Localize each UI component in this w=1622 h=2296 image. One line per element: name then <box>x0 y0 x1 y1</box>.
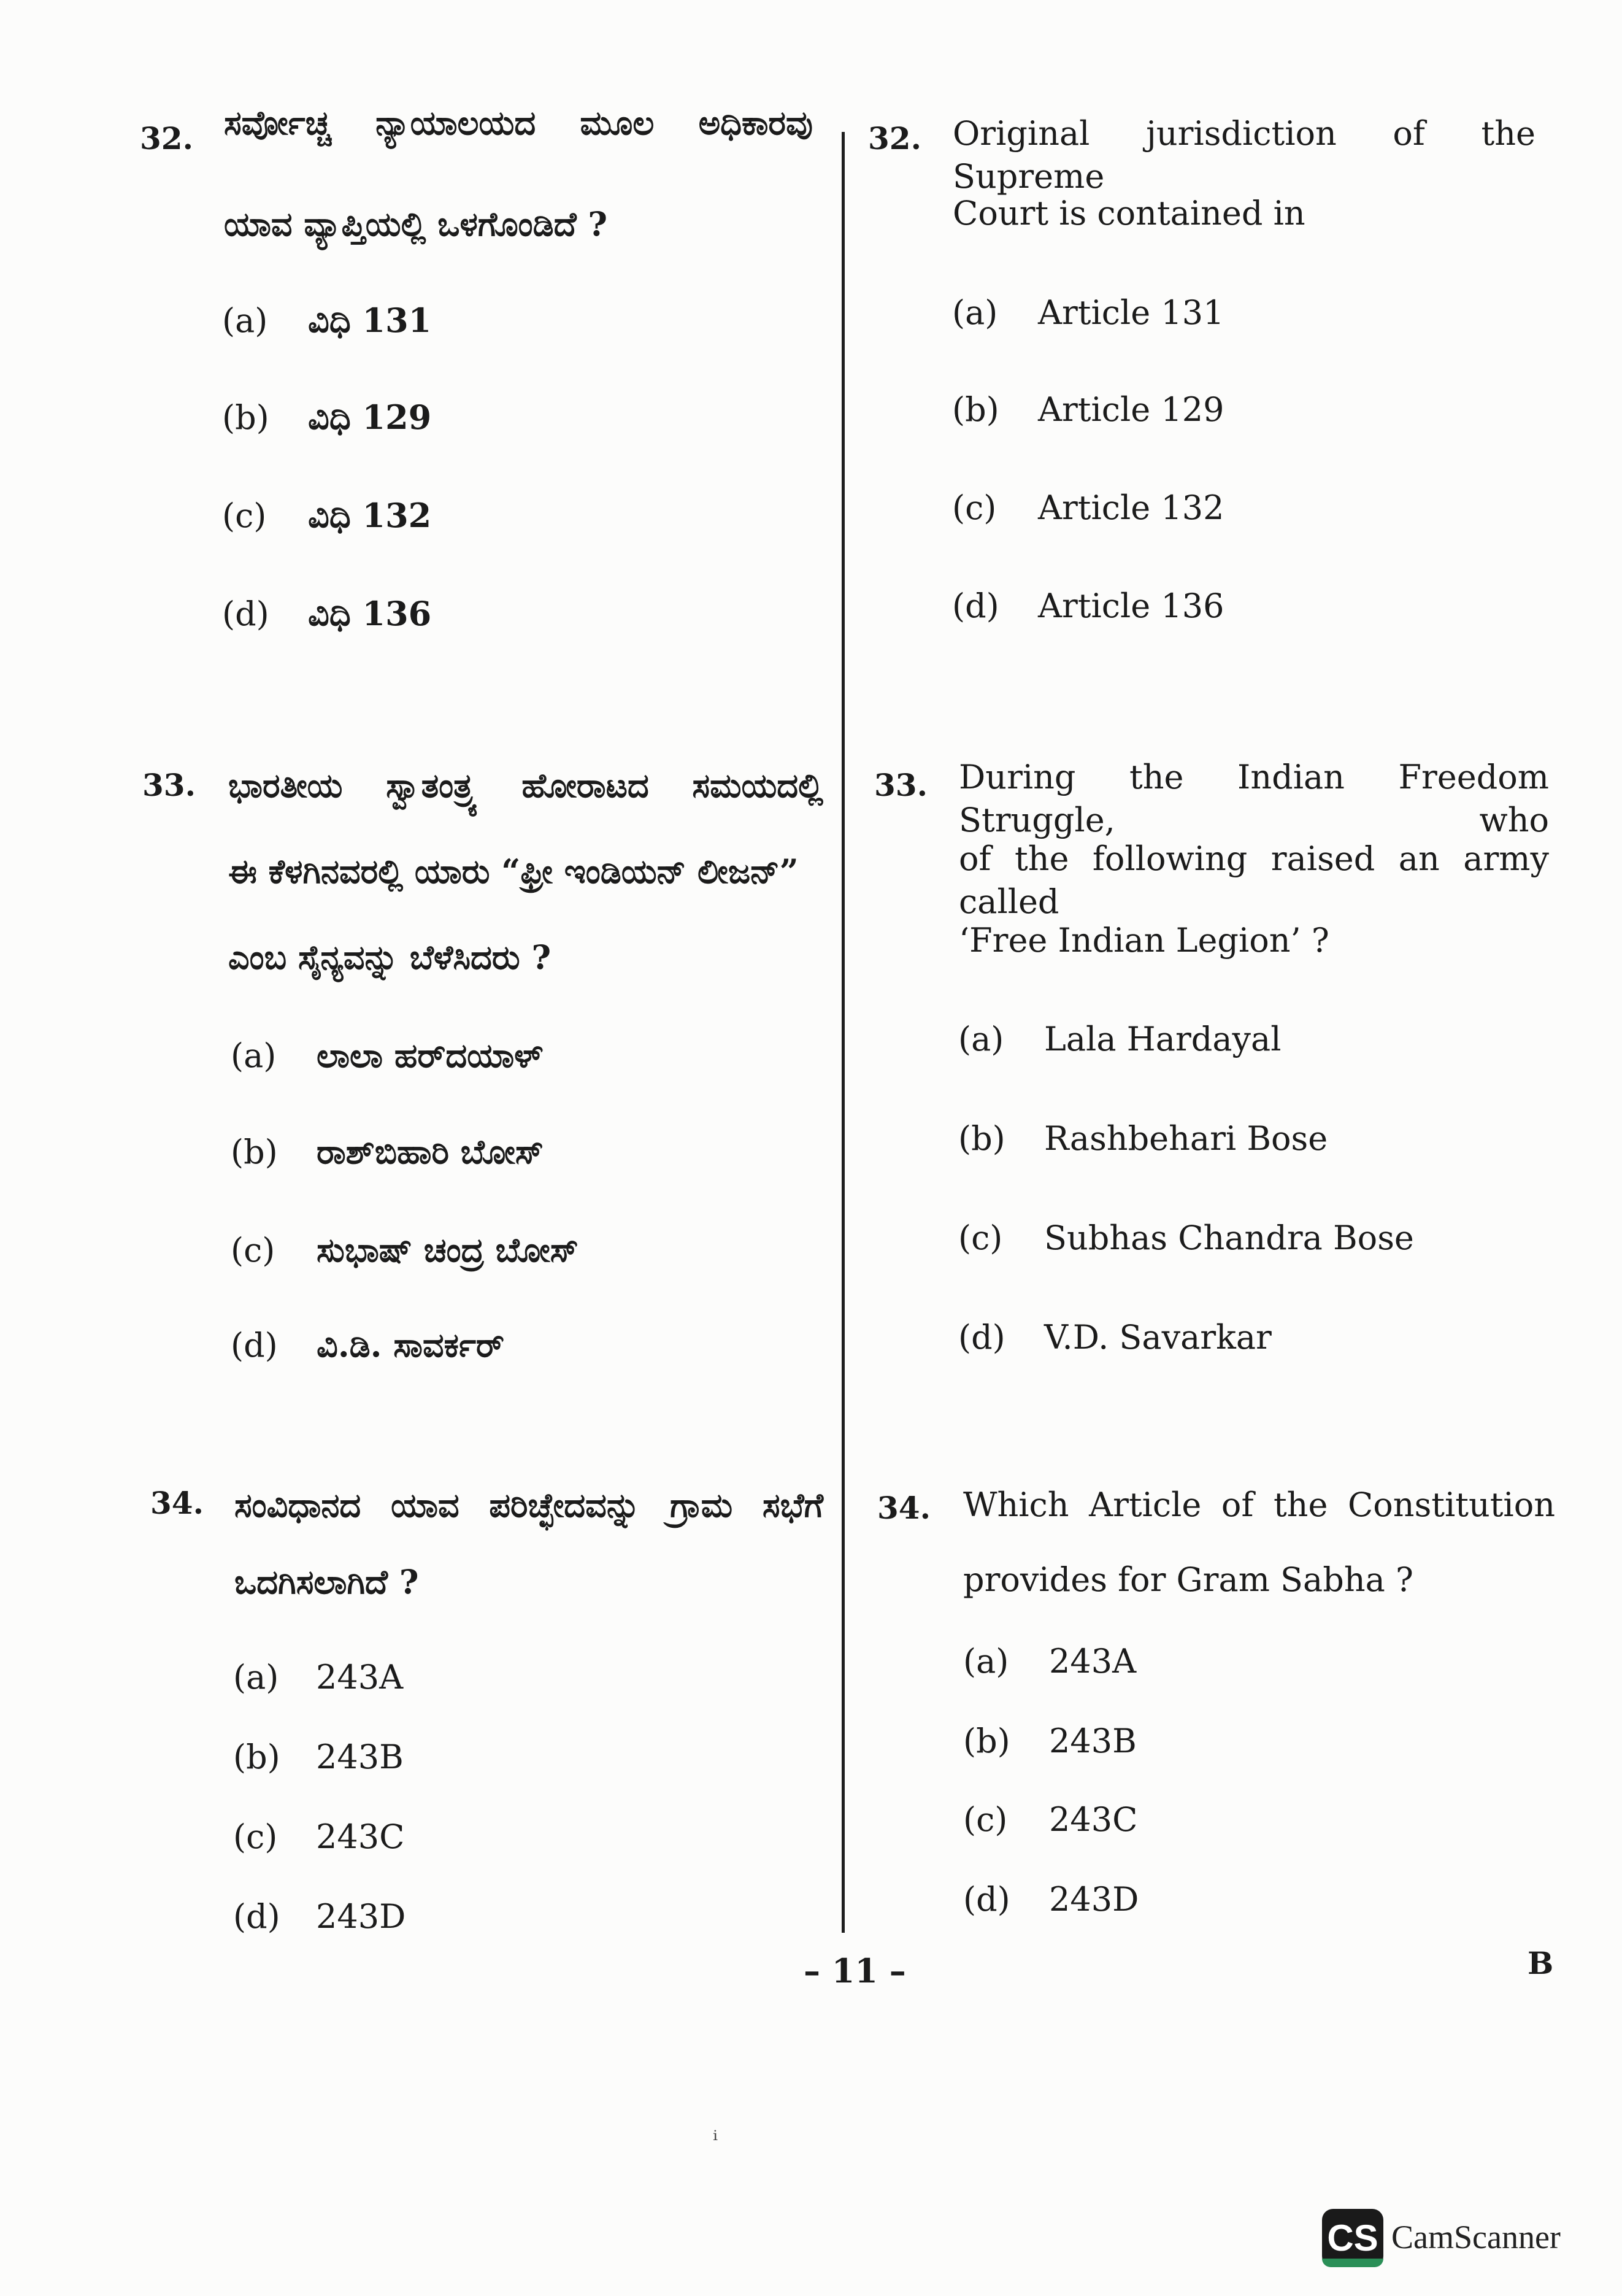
option-c <box>958 1219 1414 1257</box>
question-stem-line: ಯಾವ ವ್ಯಾಪ್ತಿಯಲ್ಲಿ ಒಳಗೊಂಡಿದೆ ? <box>224 204 608 244</box>
option-a <box>222 301 431 341</box>
option-c <box>233 1817 404 1856</box>
option-d <box>958 1318 1272 1357</box>
option-text: Article 129 <box>1038 390 1224 429</box>
question-stem-line: ಸರ್ವೋಚ್ಚ ನ್ಯಾಯಾಲಯದ ಮೂಲ ಅಧಿಕಾರವು <box>224 103 813 142</box>
option-text: V.D. Savarkar <box>1044 1318 1272 1357</box>
option-label: (a) <box>233 1658 279 1697</box>
option-label: (c) <box>958 1219 1003 1257</box>
option-text: 243C <box>316 1817 405 1856</box>
option-b <box>963 1722 1137 1760</box>
option-label: (b) <box>233 1738 280 1776</box>
question-stem-line: of the following raised an army called <box>959 839 1549 921</box>
option-text: ವಿಧಿ 129 <box>308 398 432 437</box>
option-b <box>222 398 431 437</box>
set-code: B <box>1528 1945 1554 1981</box>
option-text: ರಾಶ್‌ಬಿಹಾರಿ ಬೋಸ್ <box>317 1132 544 1171</box>
question-stem-line: Which Article of the Constitution <box>963 1485 1555 1524</box>
option-text: 243A <box>1049 1642 1137 1681</box>
option-label: (d) <box>963 1880 1010 1919</box>
option-text: ವಿಧಿ 132 <box>308 496 432 535</box>
option-label: (a) <box>963 1642 1009 1681</box>
logo-bar <box>1322 2259 1383 2267</box>
option-c <box>963 1800 1137 1839</box>
option-label: (b) <box>958 1119 1005 1158</box>
option-label: (c) <box>233 1817 278 1856</box>
option-label: (c) <box>222 496 267 535</box>
option-label: (d) <box>231 1326 278 1365</box>
option-d <box>952 587 1224 625</box>
option-text: 243D <box>1049 1880 1139 1919</box>
question-stem-line: ಭಾರತೀಯ ಸ್ವಾತಂತ್ರ್ಯ ಹೋರಾಟದ ಸಮಯದಲ್ಲಿ <box>228 766 823 805</box>
option-text: ವಿಧಿ 131 <box>308 301 432 340</box>
question-stem-line: ಈ ಕೆಳಗಿನವರಲ್ಲಿ ಯಾರು “ಫ್ರೀ ಇಂಡಿಯನ್ ಲೀಜನ್” <box>228 852 799 891</box>
option-b <box>952 390 1224 429</box>
question-number: 34. <box>150 1485 204 1521</box>
option-text: Lala Hardayal <box>1044 1020 1282 1058</box>
option-label: (a) <box>231 1036 277 1075</box>
option-label: (a) <box>952 293 998 332</box>
option-label: (a) <box>958 1020 1004 1058</box>
option-d <box>233 1897 406 1936</box>
option-label: (c) <box>952 488 997 527</box>
option-label: (b) <box>963 1722 1010 1760</box>
option-text: 243C <box>1049 1800 1138 1839</box>
question-number: 34. <box>877 1490 931 1526</box>
option-text: 243D <box>316 1897 406 1936</box>
option-a <box>233 1658 403 1697</box>
option-label: (d) <box>952 587 999 625</box>
option-a <box>958 1020 1282 1058</box>
question-stem-line: During the Indian Freedom Struggle, who <box>959 758 1549 839</box>
option-text: 243B <box>1049 1722 1137 1760</box>
option-c <box>222 496 431 536</box>
question-stem-line: ಎಂಬ ಸೈನ್ಯವನ್ನು ಬೆಳೆಸಿದರು ? <box>228 938 552 977</box>
option-label: (a) <box>222 301 268 340</box>
question-number: 32. <box>868 120 921 156</box>
question-stem-line: provides for Gram Sabha ? <box>963 1560 1413 1599</box>
option-c <box>231 1230 578 1270</box>
option-text: 243A <box>316 1658 404 1697</box>
option-d <box>963 1880 1139 1919</box>
option-d <box>222 594 431 634</box>
option-text: ಲಾಲಾ ಹರ್‌ದಯಾಳ್ <box>317 1036 543 1075</box>
page-number: – 11 – <box>804 1951 906 1990</box>
option-text: 243B <box>316 1738 404 1776</box>
option-text: ವಿಧಿ 136 <box>308 594 432 633</box>
option-text: Article 132 <box>1038 488 1224 527</box>
scan-mark: ⁱ <box>713 2126 718 2154</box>
option-label: (b) <box>231 1133 278 1171</box>
option-c <box>952 488 1224 527</box>
camscanner-logo-icon <box>1322 2209 1383 2267</box>
option-label: (d) <box>233 1897 280 1936</box>
option-text: Subhas Chandra Bose <box>1044 1219 1414 1257</box>
question-stem-line: Original jurisdiction of the Supreme <box>953 114 1536 196</box>
option-label: (b) <box>952 390 999 429</box>
question-number: 33. <box>874 767 928 803</box>
option-b <box>233 1738 404 1776</box>
option-label: (b) <box>222 398 269 437</box>
question-number: 33. <box>142 767 196 803</box>
question-stem-line: ಸಂವಿಧಾನದ ಯಾವ ಪರಿಚ್ಛೇದವನ್ನು ಗ್ರಾಮ ಸಭೆಗೆ <box>234 1485 823 1525</box>
option-label: (d) <box>222 595 269 633</box>
logo-text: CS <box>1327 2217 1378 2259</box>
option-label: (d) <box>958 1318 1005 1357</box>
option-text: ವಿ.ಡಿ. ಸಾವರ್ಕರ್ <box>317 1325 504 1365</box>
option-b <box>231 1132 544 1172</box>
question-number: 32. <box>140 120 193 156</box>
option-text: Rashbehari Bose <box>1044 1119 1328 1158</box>
option-a <box>963 1642 1136 1681</box>
option-a <box>952 293 1224 332</box>
option-text: Article 131 <box>1038 293 1224 332</box>
option-d <box>231 1325 504 1365</box>
option-label: (c) <box>963 1800 1008 1839</box>
question-stem-line: ಒದಗಿಸಲಾಗಿದೆ ? <box>234 1562 419 1601</box>
option-text: Article 136 <box>1038 587 1224 625</box>
question-stem-line: Court is contained in <box>953 194 1305 233</box>
option-a <box>231 1036 543 1076</box>
option-label: (c) <box>231 1231 275 1269</box>
question-stem-line: ‘Free Indian Legion’ ? <box>959 921 1329 960</box>
camscanner-watermark: CamScanner <box>1391 2219 1561 2256</box>
option-text: ಸುಭಾಷ್ ಚಂದ್ರ ಬೋಸ್ <box>317 1230 578 1269</box>
column-divider <box>842 132 845 1933</box>
option-b <box>958 1119 1328 1158</box>
